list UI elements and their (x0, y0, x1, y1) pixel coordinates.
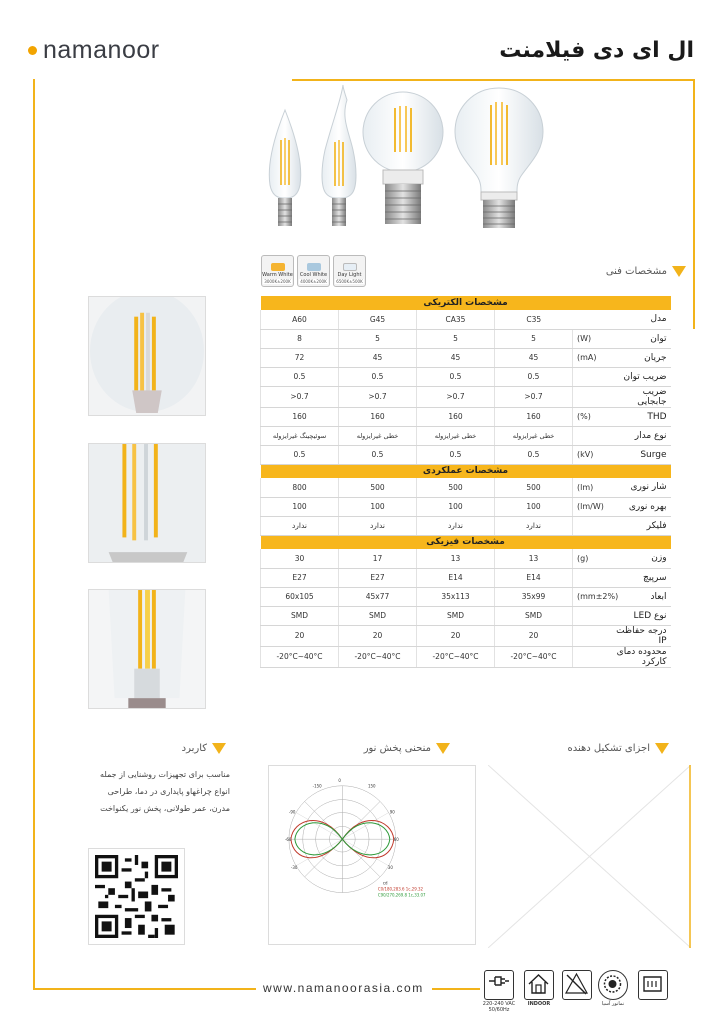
row-label: ضریب توان (611, 367, 671, 386)
badge-cool-white (297, 255, 330, 287)
row-unit (573, 606, 611, 625)
polar-scale-label: -60 (284, 837, 292, 843)
row-unit (573, 386, 611, 407)
table-cell: A60 (261, 310, 339, 329)
row-label: مدل (573, 310, 671, 329)
triangle-icon (436, 743, 450, 754)
badge-range: 3000K±200K (264, 279, 291, 284)
table-cell: E14 (495, 568, 573, 587)
table-cell: 45x77 (339, 587, 417, 606)
table-row (261, 549, 671, 568)
table-cell: 0.5 (339, 367, 417, 386)
polar-legend-c0: C0/180,283.6 1c,29.32 (377, 886, 424, 892)
plug-icon (485, 971, 512, 991)
table-cell: 13 (417, 549, 495, 568)
table-cell: SMD (417, 606, 495, 625)
row-label: THD (611, 407, 671, 426)
row-unit: (lm/W) (573, 497, 611, 516)
group-header-electrical (261, 296, 671, 310)
table-cell: 30 (261, 549, 339, 568)
badge-name: Cool White (299, 272, 328, 278)
lamp-icon (307, 263, 321, 271)
table-cell: SMD (495, 606, 573, 625)
table-cell: 45 (417, 348, 495, 367)
closeup-image-a60 (88, 296, 206, 416)
table-cell: C35 (495, 310, 573, 329)
table-row (261, 386, 671, 407)
table-cell: 72 (261, 348, 339, 367)
section-components-text: اجزای تشکیل دهنده (567, 743, 650, 754)
table-row (261, 478, 671, 497)
row-label: ضریب جابجایی (611, 386, 671, 407)
table-cell: 0.5 (417, 445, 495, 464)
row-label: نوع مدار (611, 426, 671, 445)
lamp-icon (271, 263, 285, 271)
closeup-image-candle (88, 589, 206, 709)
table-cell: 8 (261, 329, 339, 348)
lamp-icon (343, 263, 357, 271)
row-unit (573, 568, 611, 587)
table-cell: 0.5 (495, 367, 573, 386)
polar-scale-label: 90 (389, 809, 395, 815)
table-cell: 5 (495, 329, 573, 348)
table-row (261, 646, 671, 667)
row-label: Surge (611, 445, 671, 464)
table-cell: 17 (339, 549, 417, 568)
table-cell: -20°C~40°C (495, 646, 573, 667)
table-cell: SMD (261, 606, 339, 625)
row-unit: (mA) (573, 348, 611, 367)
table-cell: 5 (417, 329, 495, 348)
table-cell: 20 (339, 625, 417, 646)
frame-line-bottom-left (33, 988, 256, 990)
table-cell: ندارد (495, 516, 573, 535)
table-cell: 0.5 (261, 367, 339, 386)
section-label-specs (606, 266, 686, 277)
row-unit (573, 625, 611, 646)
table-cell: خطی غیرایزوله (339, 426, 417, 445)
polar-scale-label: 60 (393, 837, 399, 843)
voltage-label: 220-240 VAC (482, 1001, 516, 1007)
table-cell: 20 (261, 625, 339, 646)
no-dimmer-icon (563, 971, 590, 997)
table-cell: خطی غیرایزوله (417, 426, 495, 445)
table-row (261, 407, 671, 426)
row-label: محدوده دمای کارکرد (611, 646, 671, 667)
table-cell: 160 (417, 407, 495, 426)
group-title: مشخصات فیزیکی (261, 535, 671, 549)
flame-bulb-image (322, 85, 356, 226)
table-cell: -20°C~40°C (339, 646, 417, 667)
table-row-model (261, 310, 671, 329)
section-usage-text: کاربرد (181, 743, 207, 754)
brand-logo (28, 36, 160, 65)
globe-bulb-image (363, 92, 443, 224)
frame-line-left (33, 79, 35, 989)
group-header-performance (261, 464, 671, 478)
section-label-components (568, 743, 670, 754)
table-cell: CA35 (417, 310, 495, 329)
frame-line-right (693, 79, 695, 329)
table-row (261, 606, 671, 625)
components-placeholder (488, 765, 691, 948)
polar-scale-label: 30 (387, 864, 393, 870)
row-label: بهره نوری (611, 497, 671, 516)
row-unit (573, 516, 611, 535)
table-cell: E27 (261, 568, 339, 587)
row-unit (573, 367, 611, 386)
polar-scale-label: -90 (288, 809, 296, 815)
table-cell: 0.5 (261, 445, 339, 464)
group-title: مشخصات الکتریکی (261, 296, 671, 310)
table-row (261, 587, 671, 606)
cert-indoor (524, 970, 554, 1000)
section-label-usage (182, 743, 226, 754)
row-label: ابعاد (611, 587, 671, 606)
row-label: سرپیچ (611, 568, 671, 587)
badge-range: 4000K±200K (300, 279, 327, 284)
table-cell: E14 (417, 568, 495, 587)
table-cell: 45 (339, 348, 417, 367)
row-unit: (lm) (573, 478, 611, 497)
table-row (261, 367, 671, 386)
standard-mark-icon (639, 971, 666, 997)
usage-text: مناسب برای تجهیزات روشنایی از جمله انواع چراغهاو پایداری در دما، طراحی مدرن، عمر طولانی، پخش نور یکنواخت (100, 770, 230, 813)
table-cell: 500 (495, 478, 573, 497)
polar-unit: cd (382, 880, 388, 886)
table-row (261, 568, 671, 587)
table-cell: 60x105 (261, 587, 339, 606)
table-cell: 100 (339, 497, 417, 516)
table-cell: 500 (417, 478, 495, 497)
table-cell: 35x99 (495, 587, 573, 606)
table-row (261, 516, 671, 535)
table-cell: SMD (339, 606, 417, 625)
house-icon (525, 971, 552, 997)
group-header-physical (261, 535, 671, 549)
table-cell: 13 (495, 549, 573, 568)
row-label: جریان (611, 348, 671, 367)
table-cell: >0.7 (417, 386, 495, 407)
table-row (261, 445, 671, 464)
triangle-icon (212, 743, 226, 754)
table-cell: 800 (261, 478, 339, 497)
table-cell: E27 (339, 568, 417, 587)
spec-table (260, 296, 671, 668)
cert-no-dimmer (562, 970, 592, 1000)
badge-day-light (333, 255, 366, 287)
triangle-icon (655, 743, 669, 754)
table-cell: -20°C~40°C (261, 646, 339, 667)
table-row (261, 625, 671, 646)
table-cell: 0.5 (495, 445, 573, 464)
table-cell: 20 (495, 625, 573, 646)
table-cell: سوئیچینگ غیرایزوله (261, 426, 339, 445)
row-unit: (W) (573, 329, 611, 348)
badge-warm-white (261, 255, 294, 287)
polar-scale-label: -30 (290, 864, 298, 870)
row-label: توان (611, 329, 671, 348)
table-row (261, 426, 671, 445)
polar-scale-label: -150 (312, 783, 322, 789)
a60-bulb-image (455, 88, 543, 228)
brand-dot (28, 46, 37, 55)
polar-legend-c90: C90/270,269.8 1c,33.07 (377, 892, 426, 898)
brand-name: namanoor (43, 36, 160, 64)
table-cell: خطی غیرایزوله (495, 426, 573, 445)
table-row (261, 329, 671, 348)
section-specs-text: مشخصات فنی (605, 266, 667, 277)
table-cell: 160 (339, 407, 417, 426)
group-title: مشخصات عملکردی (261, 464, 671, 478)
table-cell: 45 (495, 348, 573, 367)
cert-voltage (484, 970, 514, 1000)
badge-name: Day Light (337, 272, 362, 278)
row-unit: (g) (573, 549, 611, 568)
row-label: درجه حفاظت IP (611, 625, 671, 646)
brand-fa-label: نمانور آسیا (601, 1001, 625, 1007)
table-cell: ندارد (261, 516, 339, 535)
table-cell: 160 (261, 407, 339, 426)
section-light-text: منحنی پخش نور (363, 743, 431, 754)
freq-label: 50/60Hz (488, 1007, 510, 1013)
table-row (261, 497, 671, 516)
candle-bulb-image (269, 110, 301, 226)
row-unit (573, 426, 611, 445)
cert-namanoor-badge (598, 970, 628, 1000)
row-label: نوع LED (611, 606, 671, 625)
polar-scale-label: 150 (368, 783, 376, 789)
table-cell: 20 (417, 625, 495, 646)
row-unit: (mm±2%) (573, 587, 611, 606)
indoor-label: INDOOR (527, 1001, 551, 1007)
triangle-icon (672, 266, 686, 277)
polar-light-chart (268, 765, 476, 945)
table-cell: 160 (495, 407, 573, 426)
table-cell: 100 (417, 497, 495, 516)
table-cell: 100 (261, 497, 339, 516)
row-label: شار نوری (611, 478, 671, 497)
row-unit: (%) (573, 407, 611, 426)
closeup-image-g45 (88, 443, 206, 563)
table-cell: -20°C~40°C (417, 646, 495, 667)
table-cell: >0.7 (261, 386, 339, 407)
section-label-light (364, 743, 450, 754)
table-cell: 0.5 (339, 445, 417, 464)
table-cell: 5 (339, 329, 417, 348)
gear-icon (599, 971, 626, 997)
table-cell: 500 (339, 478, 417, 497)
page-title: ال ای دی فیلامنت (499, 38, 694, 63)
table-cell: 0.5 (417, 367, 495, 386)
badge-range: 6500K±500K (336, 279, 363, 284)
website-link[interactable]: www.namanoorasia.com (263, 981, 424, 995)
table-row (261, 348, 671, 367)
row-label: وزن (611, 549, 671, 568)
row-unit (573, 646, 611, 667)
table-cell: 35x113 (417, 587, 495, 606)
table-cell: ندارد (417, 516, 495, 535)
table-cell: 100 (495, 497, 573, 516)
badge-name: Warm White (262, 272, 293, 278)
row-label: فلیکر (611, 516, 671, 535)
table-cell: >0.7 (339, 386, 417, 407)
table-cell: >0.7 (495, 386, 573, 407)
qr-code[interactable] (88, 848, 185, 945)
polar-scale-label: 0 (338, 777, 341, 783)
bulb-images (255, 80, 555, 235)
cert-standard (638, 970, 668, 1000)
frame-line-bottom-right (432, 988, 480, 990)
color-temp-badges (261, 255, 366, 287)
table-cell: G45 (339, 310, 417, 329)
row-unit: (kV) (573, 445, 611, 464)
table-cell: ندارد (339, 516, 417, 535)
